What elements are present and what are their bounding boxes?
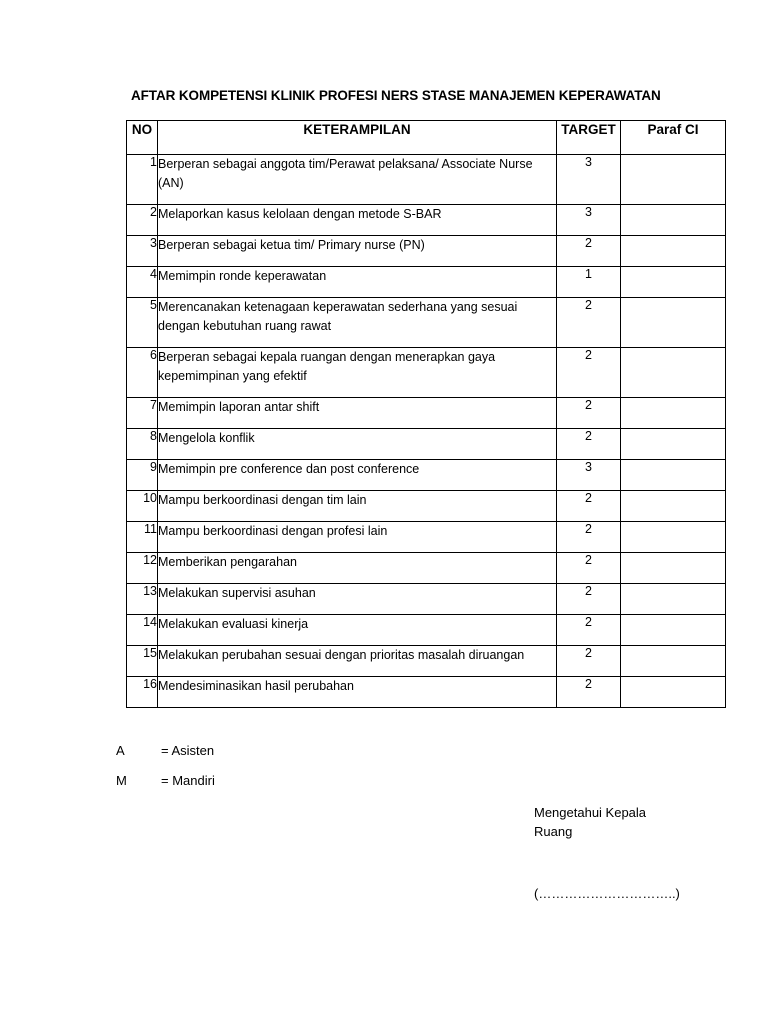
row-paraf-cell[interactable]: [621, 584, 726, 615]
row-target: 1: [557, 267, 621, 298]
competency-table: [126, 120, 726, 708]
row-skill: Berperan sebagai anggota tim/Perawat pelaksana/ Associate Nurse (AN): [158, 155, 557, 205]
row-target: 3: [557, 155, 621, 205]
signature-placeholder: (…………………………..): [534, 886, 680, 901]
header-target: TARGET: [557, 121, 621, 155]
signature-line-1: Mengetahui Kepala: [534, 805, 647, 820]
row-skill: Melakukan perubahan sesuai dengan prioritas masalah diruangan: [158, 646, 557, 677]
row-skill: Memberikan pengarahan: [158, 553, 557, 584]
row-skill: Melakukan evaluasi kinerja: [158, 615, 557, 646]
row-target: 2: [557, 646, 621, 677]
row-paraf-cell[interactable]: [621, 298, 726, 348]
table-row: [127, 267, 726, 298]
row-paraf-cell[interactable]: [621, 398, 726, 429]
signature-caption: [534, 803, 646, 841]
table-row: [127, 677, 726, 708]
row-paraf-cell[interactable]: [621, 460, 726, 491]
legend-key-a: A: [116, 743, 125, 758]
row-target: 3: [557, 460, 621, 491]
row-number: 10: [127, 491, 158, 522]
table-row: [127, 553, 726, 584]
row-skill: Memimpin pre conference dan post conference: [158, 460, 557, 491]
table-row: [127, 298, 726, 348]
row-skill: Melaporkan kasus kelolaan dengan metode S-BAR: [158, 205, 557, 236]
header-no: NO: [127, 121, 158, 155]
row-paraf-cell[interactable]: [621, 522, 726, 553]
signature-line-2: Ruang: [534, 824, 573, 839]
table-row: [127, 155, 726, 205]
table-row: [127, 236, 726, 267]
row-target: 2: [557, 298, 621, 348]
row-paraf-cell[interactable]: [621, 236, 726, 267]
row-skill: Mengelola konflik: [158, 429, 557, 460]
header-paraf-ci: Paraf CI: [621, 121, 726, 155]
row-target: 2: [557, 584, 621, 615]
row-target: 3: [557, 205, 621, 236]
row-skill: Mendesiminasikan hasil perubahan: [158, 677, 557, 708]
document-title: AFTAR KOMPETENSI KLINIK PROFESI NERS STASE MANAJEMEN KEPERAWATAN: [131, 88, 661, 103]
legend-value-a: = Asisten: [161, 743, 215, 758]
row-paraf-cell[interactable]: [621, 267, 726, 298]
row-target: 2: [557, 522, 621, 553]
table-row: [127, 491, 726, 522]
row-target: 2: [557, 491, 621, 522]
row-paraf-cell[interactable]: [621, 348, 726, 398]
row-number: 8: [127, 429, 158, 460]
row-number: 2: [127, 205, 158, 236]
row-paraf-cell[interactable]: [621, 491, 726, 522]
row-paraf-cell[interactable]: [621, 553, 726, 584]
row-number: 9: [127, 460, 158, 491]
table-header-row: [127, 121, 726, 155]
row-target: 2: [557, 553, 621, 584]
row-number: 4: [127, 267, 158, 298]
table-row: [127, 646, 726, 677]
row-target: 2: [557, 348, 621, 398]
row-number: 14: [127, 615, 158, 646]
table-row: [127, 429, 726, 460]
row-number: 3: [127, 236, 158, 267]
header-skill: KETERAMPILAN: [158, 121, 557, 155]
table-row: [127, 398, 726, 429]
row-number: 12: [127, 553, 158, 584]
row-target: 2: [557, 398, 621, 429]
row-paraf-cell[interactable]: [621, 646, 726, 677]
table-row: [127, 205, 726, 236]
row-number: 7: [127, 398, 158, 429]
row-number: 1: [127, 155, 158, 205]
row-target: 2: [557, 677, 621, 708]
table-row: [127, 348, 726, 398]
row-skill: Mampu berkoordinasi dengan profesi lain: [158, 522, 557, 553]
row-paraf-cell[interactable]: [621, 677, 726, 708]
legend-value-m: = Mandiri: [161, 773, 215, 788]
row-skill: Mampu berkoordinasi dengan tim lain: [158, 491, 557, 522]
row-number: 15: [127, 646, 158, 677]
row-target: 2: [557, 615, 621, 646]
table-row: [127, 615, 726, 646]
row-number: 16: [127, 677, 158, 708]
row-number: 6: [127, 348, 158, 398]
legend-key-m: M: [116, 773, 127, 788]
table-row: [127, 460, 726, 491]
row-number: 5: [127, 298, 158, 348]
row-skill: Merencanakan ketenagaan keperawatan sederhana yang sesuai dengan kebutuhan ruang rawat: [158, 298, 557, 348]
row-skill: Memimpin ronde keperawatan: [158, 267, 557, 298]
table-row: [127, 522, 726, 553]
row-paraf-cell[interactable]: [621, 155, 726, 205]
row-number: 11: [127, 522, 158, 553]
row-paraf-cell[interactable]: [621, 615, 726, 646]
row-number: 13: [127, 584, 158, 615]
row-skill: Melakukan supervisi asuhan: [158, 584, 557, 615]
row-target: 2: [557, 429, 621, 460]
table-row: [127, 584, 726, 615]
row-target: 2: [557, 236, 621, 267]
row-paraf-cell[interactable]: [621, 205, 726, 236]
row-paraf-cell[interactable]: [621, 429, 726, 460]
row-skill: Berperan sebagai kepala ruangan dengan menerapkan gaya kepemimpinan yang efektif: [158, 348, 557, 398]
row-skill: Memimpin laporan antar shift: [158, 398, 557, 429]
row-skill: Berperan sebagai ketua tim/ Primary nurse (PN): [158, 236, 557, 267]
